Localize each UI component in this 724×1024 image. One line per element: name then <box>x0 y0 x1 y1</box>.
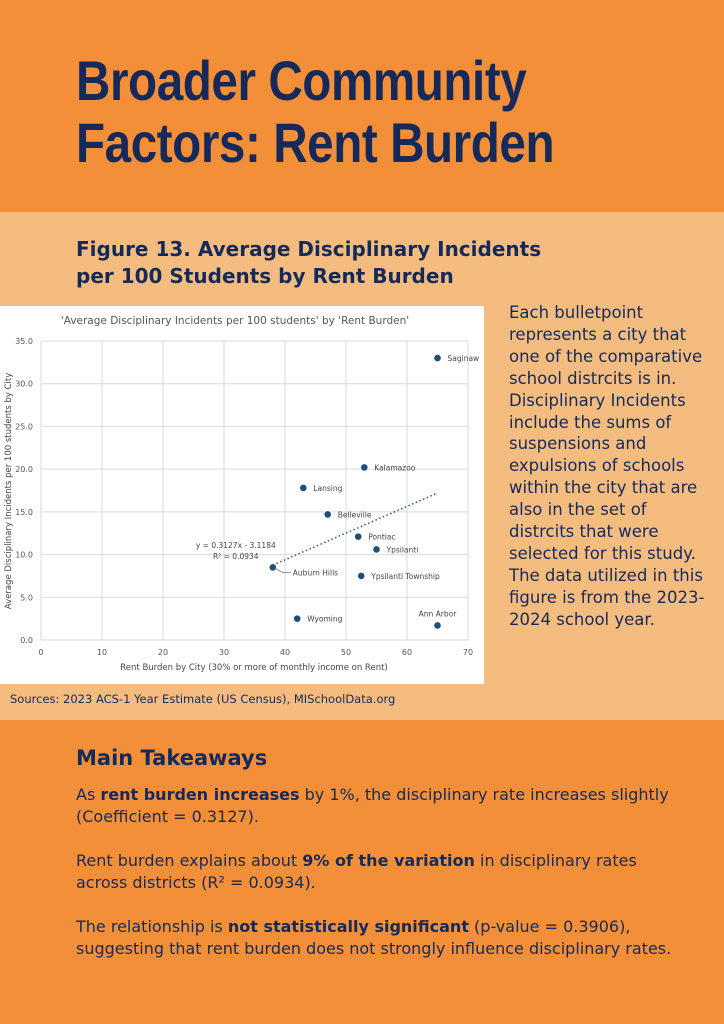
page-title <box>76 50 554 174</box>
data-points <box>270 354 480 629</box>
sources-note: Sources: 2023 ACS-1 Year Estimate (US Census), MISchoolData.org <box>10 692 396 706</box>
data-point-label: Ann Arbor <box>418 609 457 619</box>
x-tick-label: 30 <box>218 648 230 657</box>
data-point-label: Auburn Hills <box>292 568 339 578</box>
y-tick-label: 25.0 <box>15 422 33 432</box>
x-tick-label: 0 <box>38 648 44 657</box>
y-tick-label: 35.0 <box>15 337 33 346</box>
takeaway-1-pre: As <box>76 785 101 804</box>
page-title-line1: Broader Community <box>76 49 527 112</box>
takeaways-heading: Main Takeaways <box>76 746 268 770</box>
y-axis-label: Average Disciplinary Incidents per 100 students by City <box>4 372 14 610</box>
data-point-label: Pontiac <box>368 532 396 542</box>
figure-description: Each bulletpoint represents a city that one of the comparative school distrcits is in. Disciplinary Incidents include the sums of suspensions and expulsions of schools within the city that are also in the set of distrcits that were selected for this study. The data utilized in this figure is from the 2023-2024 school year. <box>509 303 705 629</box>
data-point <box>324 511 331 518</box>
x-axis-ticks <box>38 648 473 657</box>
data-point-label: Wyoming <box>307 614 343 624</box>
takeaway-2-pre: Rent burden explains about <box>76 851 303 870</box>
x-tick-label: 40 <box>279 648 291 657</box>
x-tick-label: 50 <box>340 648 352 657</box>
takeaway-paragraph-2 <box>76 850 676 894</box>
x-tick-label: 20 <box>157 648 169 657</box>
y-tick-label: 15.0 <box>15 507 33 517</box>
trendline-equation: y = 0.3127x - 3.1184 <box>195 541 276 551</box>
data-point-label: Ypsilanti <box>386 545 419 555</box>
data-point-label: Belleville <box>337 510 372 520</box>
data-point <box>270 564 277 571</box>
data-point <box>355 533 362 540</box>
data-point-label: Kalamazoo <box>374 463 416 473</box>
x-tick-label: 60 <box>401 648 413 657</box>
y-tick-label: 10.0 <box>15 550 33 560</box>
data-point <box>373 546 380 553</box>
y-tick-label: 30.0 <box>15 379 33 389</box>
trendline-r2: R² = 0.0934 <box>213 552 259 562</box>
takeaway-1-post: by 1%, the disciplinary rate increases slightly (Coefficient = 0.3127). <box>76 785 669 826</box>
data-point <box>300 485 307 492</box>
figure-title-line1: Figure 13. Average Disciplinary Incidents <box>76 237 542 261</box>
takeaway-3-post: (p-value = 0.3906), suggesting that rent burden does not strongly influence disciplinary rates. <box>76 917 672 958</box>
figure-title-line2: per 100 Students by Rent Burden <box>76 264 454 288</box>
data-point-label: Ypsilanti Township <box>371 571 440 581</box>
y-tick-label: 5.0 <box>20 593 33 603</box>
y-axis-ticks <box>15 337 33 645</box>
takeaway-paragraph-3 <box>76 916 676 960</box>
chart-container <box>0 306 484 684</box>
takeaway-3-bold: not statistically significant <box>227 917 469 936</box>
data-point-label: Saginaw <box>447 354 480 364</box>
data-point <box>361 464 368 471</box>
data-point <box>294 615 301 622</box>
takeaway-3-pre: The relationship is <box>76 917 228 936</box>
data-point <box>434 355 441 362</box>
y-tick-label: 0.0 <box>20 636 33 645</box>
chart-grid <box>41 341 468 640</box>
takeaway-2-bold: 9% of the variation <box>302 851 475 870</box>
data-point <box>358 573 365 580</box>
takeaway-1-bold: rent burden increases <box>100 785 300 804</box>
scatter-chart <box>0 306 484 684</box>
x-tick-label: 70 <box>462 648 474 657</box>
page-title-line2: Factors: Rent Burden <box>76 111 555 174</box>
data-point <box>434 622 441 629</box>
header-band <box>0 0 724 212</box>
y-tick-label: 20.0 <box>15 465 33 475</box>
x-tick-label: 10 <box>96 648 108 657</box>
chart-title: 'Average Disciplinary Incidents per 100 students' by 'Rent Burden' <box>60 315 410 327</box>
x-axis-label: Rent Burden by City (30% or more of monthly income on Rent) <box>120 663 388 673</box>
takeaway-paragraph-1 <box>76 784 676 828</box>
takeaway-2-post: in disciplinary rates across districts (R² = 0.0934). <box>76 851 637 892</box>
figure-title <box>76 236 541 290</box>
data-point-label: Lansing <box>313 483 343 493</box>
leader-line <box>275 568 291 572</box>
